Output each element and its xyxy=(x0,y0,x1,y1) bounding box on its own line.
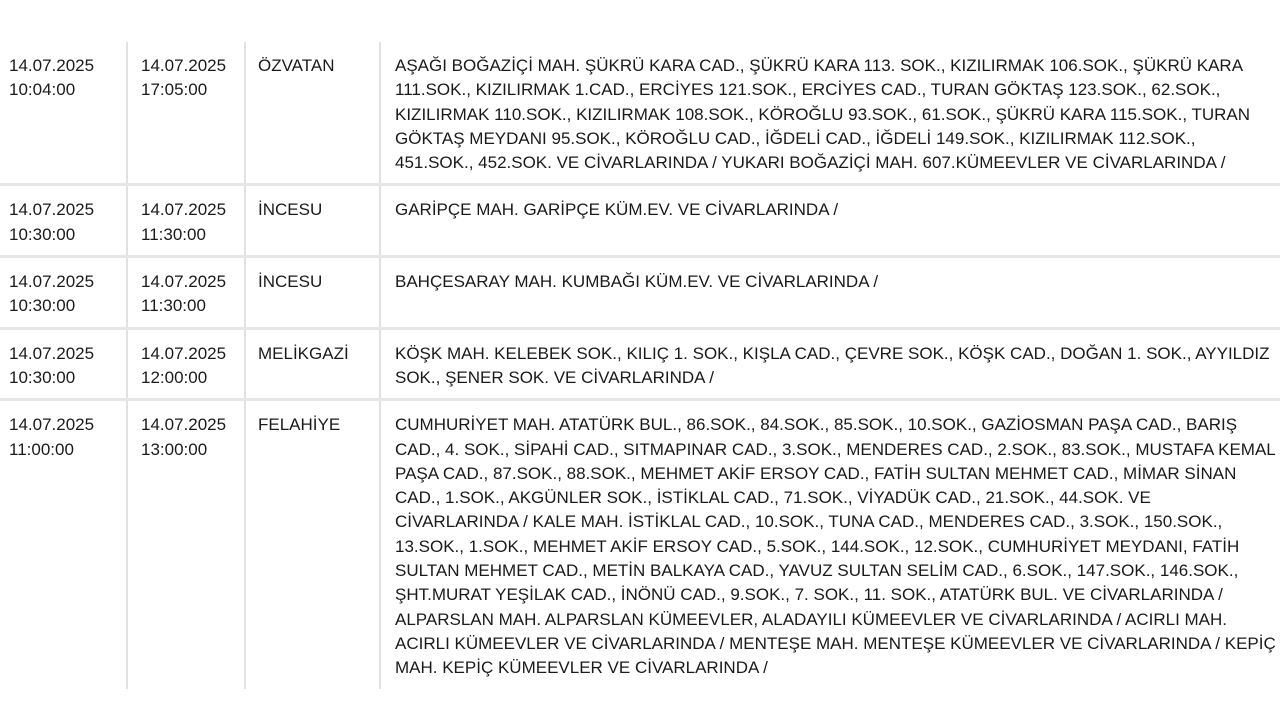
start-date: 14.07.2025 xyxy=(9,415,95,435)
table-row xyxy=(0,42,1280,185)
start-time: 10:30:00 xyxy=(9,224,76,244)
end-date: 14.07.2025 xyxy=(141,200,227,220)
end-time: 11:30:00 xyxy=(141,296,206,316)
end-datetime-cell xyxy=(127,185,245,257)
end-datetime-cell xyxy=(127,257,245,329)
outage-table xyxy=(0,42,1280,689)
affected-areas-cell: BAHÇESARAY MAH. KUMBAĞI KÜM.EV. VE CİVARLARINDA / xyxy=(380,257,1280,329)
end-date: 14.07.2025 xyxy=(141,415,227,435)
table-row xyxy=(0,400,1280,689)
start-time: 10:30:00 xyxy=(9,296,76,316)
start-datetime-cell xyxy=(0,328,127,400)
start-time: 10:04:00 xyxy=(9,80,76,100)
district-cell: MELİKGAZİ xyxy=(245,328,380,400)
end-time: 17:05:00 xyxy=(141,80,208,100)
start-date: 14.07.2025 xyxy=(9,343,95,363)
end-time: 12:00:00 xyxy=(141,367,208,387)
start-datetime-cell xyxy=(0,400,127,689)
end-date: 14.07.2025 xyxy=(141,56,227,75)
district-cell: İNCESU xyxy=(245,257,380,329)
end-datetime-cell xyxy=(127,42,245,185)
affected-areas-cell: GARİPÇE MAH. GARİPÇE KÜM.EV. VE CİVARLARINDA / xyxy=(380,185,1280,257)
district-cell: FELAHİYE xyxy=(245,400,380,689)
table-row xyxy=(0,257,1280,329)
affected-areas-cell: CUMHURİYET MAH. ATATÜRK BUL., 86.SOK., 84.SOK., 85.SOK., 10.SOK., GAZİOSMAN PAŞA CAD., BARIŞ CAD., 4. SOK., SİPAHİ CAD., SITMAPINAR CAD., 3.SOK., MENDERES CAD., 2.SOK., 83.SOK., MUSTAFA KEMAL PAŞA CAD., 87.SOK., 88.SOK., MEHMET AKİF ERSOY CAD., FATİH SULTAN MEHMET CAD., MİMAR SİNAN CAD., 1.SOK., AKGÜNLER SOK., İSTİKLAL CAD., 71.SOK., VİYADÜK CAD., 21.SOK., 44.SOK. VE CİVARLARINDA / KALE MAH. İSTİKLAL CAD., 10.SOK., TUNA CAD., MENDERES CAD., 3.SOK., 150.SOK., 13.SOK., 1.SOK., MEHMET AKİF ERSOY CAD., 5.SOK., 144.SOK., 12.SOK., CUMHURİYET MEYDANI, FATİH SULTAN MEHMET CAD., METİN BALKAYA CAD., YAVUZ SULTAN SELİM CAD., 6.SOK., 147.SOK., 146.SOK., ŞHT.MURAT YEŞİLAK CAD., İNÖNÜ CAD., 9.SOK., 7. SOK., 11. SOK., ATATÜRK BUL. VE CİVARLARINDA / ALPARSLAN MAH. ALPARSLAN KÜMEEVLER, ALADAYILI KÜMEEVLER VE CİVARLARINDA / ACIRLI MAH. ACIRLI KÜMEEVLER VE CİVARLARINDA / MENTEŞE MAH. MENTEŞE KÜMEEVLER VE CİVARLARINDA / KEPİÇ MAH. KEPİÇ KÜMEEVLER VE CİVARLARINDA / xyxy=(395,415,1276,678)
start-datetime-cell xyxy=(0,185,127,257)
start-date: 14.07.2025 xyxy=(9,200,95,220)
end-datetime-cell xyxy=(127,328,245,400)
table-row xyxy=(0,328,1280,400)
district-cell: İNCESU xyxy=(245,185,380,257)
start-time: 11:00:00 xyxy=(9,439,74,459)
end-datetime-cell xyxy=(127,400,245,689)
table-row xyxy=(0,185,1280,257)
district-cell: ÖZVATAN xyxy=(245,42,380,185)
affected-areas-cell: KÖŞK MAH. KELEBEK SOK., KILIÇ 1. SOK., KIŞLA CAD., ÇEVRE SOK., KÖŞK CAD., DOĞAN 1. SOK., AYYILDIZ SOK., ŞENER SOK. VE CİVARLARINDA / xyxy=(380,328,1280,400)
end-date: 14.07.2025 xyxy=(141,343,227,363)
end-time: 11:30:00 xyxy=(141,224,206,244)
end-time: 13:00:00 xyxy=(141,439,208,459)
start-datetime-cell xyxy=(0,42,127,185)
outage-table-container xyxy=(0,42,1280,682)
affected-areas-cell: AŞAĞI BOĞAZİÇİ MAH. ŞÜKRÜ KARA CAD., ŞÜKRÜ KARA 113. SOK., KIZILIRMAK 106.SOK., ŞÜKRÜ KARA 111.SOK., KIZILIRMAK 1.CAD., ERCİYES 121.SOK., ERCİYES CAD., TURAN GÖKTAŞ 123.SOK., 62.SOK., KIZILIRMAK 110.SOK., KIZILIRMAK 108.SOK., KÖROĞLU 93.SOK., 61.SOK., ŞÜKRÜ KARA 115.SOK., TURAN GÖKTAŞ MEYDANI 95.SOK., KÖROĞLU CAD., İĞDELİ CAD., İĞDELİ 149.SOK., KIZILIRMAK 112.SOK., 451.SOK., 452.SOK. VE CİVARLARINDA / YUKARI BOĞAZİÇİ MAH. 607.KÜMEEVLER VE CİVARLARINDA / xyxy=(380,42,1280,185)
start-date: 14.07.2025 xyxy=(9,272,95,292)
start-datetime-cell xyxy=(0,257,127,329)
start-time: 10:30:00 xyxy=(9,367,76,387)
start-date: 14.07.2025 xyxy=(9,56,95,75)
end-date: 14.07.2025 xyxy=(141,272,227,292)
